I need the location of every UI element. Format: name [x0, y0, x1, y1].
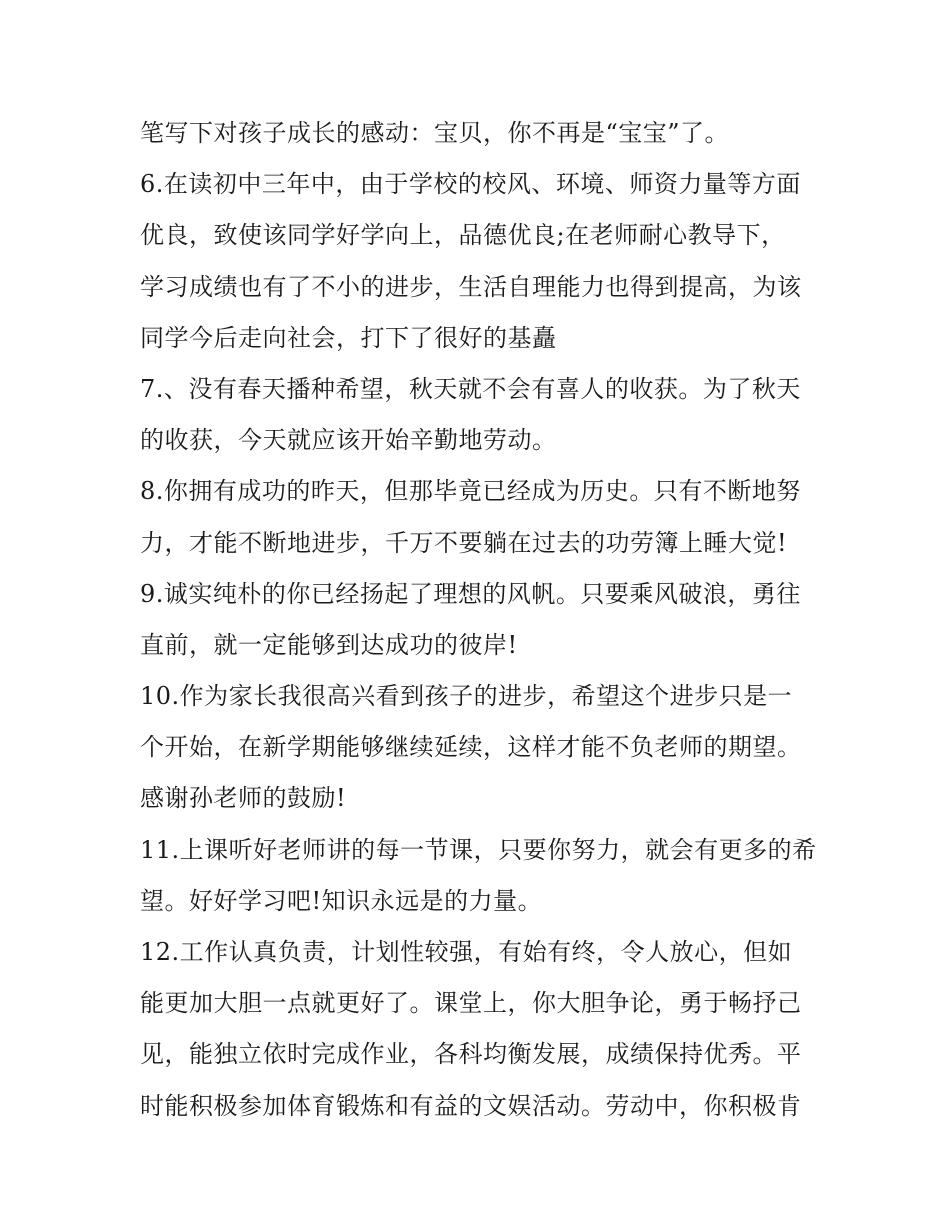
text-line: 时能积极参加体育锻炼和有益的文娱活动。劳动中，你积极肯 — [140, 1091, 802, 1120]
text-line: 10.作为家长我很高兴看到孩子的进步，希望这个进步只是一 — [140, 682, 793, 711]
text-line: 望。好好学习吧!知识永远是的力量。 — [140, 886, 543, 915]
text-line: 12.工作认真负责，计划性较强，有始有终，令人放心，但如 — [140, 938, 793, 966]
text-line: 能更加大胆一点就更好了。课堂上，你大胆争论，勇于畅抒己 — [140, 989, 802, 1018]
text-line: 个开始，在新学期能够继续延续，这样才能不负老师的期望。 — [140, 733, 802, 762]
text-line: 8.你拥有成功的昨天，但那毕竟已经成为历史。只有不断地努 — [140, 477, 801, 506]
text-line: 6.在读初中三年中，由于学校的校风、环境、师资力量等方面 — [140, 170, 801, 199]
text-line: 9.诚实纯朴的你已经扬起了理想的风帆。只要乘风破浪，勇往 — [140, 579, 801, 608]
text-line: 感谢孙老师的鼓励! — [140, 784, 347, 813]
text-line: 力，才能不断地进步，千万不要躺在过去的功劳簿上睡大觉! — [140, 528, 788, 557]
text-line: 笔写下对孩子成长的感动：宝贝，你不再是“宝宝”了。 — [140, 119, 730, 147]
text-line: 见，能独立依时完成作业，各科均衡发展，成绩保持优秀。平 — [140, 1040, 802, 1069]
text-line: 优良，致使该同学好学向上，品德优良;在老师耐心教导下， — [140, 221, 786, 250]
text-line: 的收获，今天就应该开始辛勤地劳动。 — [140, 426, 557, 455]
text-line: 直前，就一定能够到达成功的彼岸! — [140, 630, 518, 659]
document-body — [140, 108, 820, 1132]
text-line: 学习成绩也有了不小的进步，生活自理能力也得到提高，为该 — [140, 272, 802, 301]
text-line: 7.、没有春天播种希望，秋天就不会有喜人的收获。为了秋天 — [140, 374, 801, 403]
text-line: 同学今后走向社会，打下了很好的基矗 — [140, 323, 557, 352]
text-line: 11.上课听好老师讲的每一节课，只要你努力，就会有更多的希 — [140, 835, 817, 864]
